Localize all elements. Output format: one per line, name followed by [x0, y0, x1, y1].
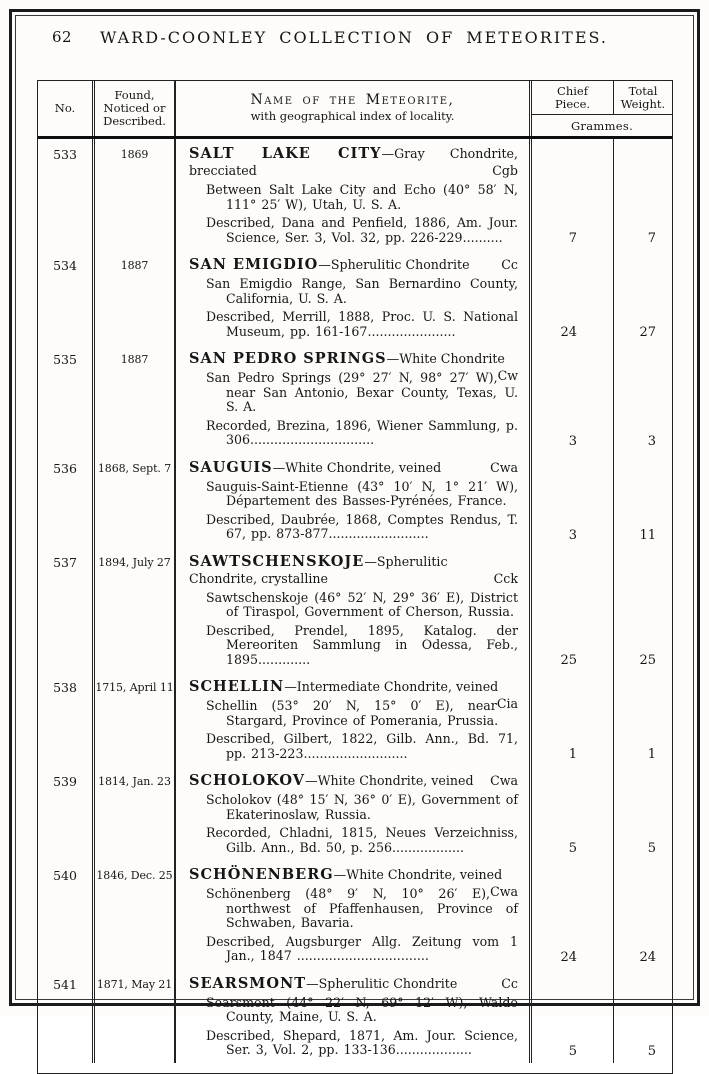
entry-details — [176, 250, 532, 344]
reference-paragraph: Described, Gilbert, 1822, Gilb. Ann., Bd. 71, pp. 213-223.......................... — [206, 731, 518, 761]
header-found-noticed: Found, Noticed or Described. — [95, 81, 176, 136]
entry-details — [176, 860, 532, 969]
classification-code: Cck — [493, 570, 518, 586]
entry-date-found: 1869 — [95, 139, 176, 250]
total-weight-value: 7 — [647, 231, 656, 246]
entry-date-found: 1894, July 27 — [95, 547, 176, 673]
meteorite-name: SAN PEDRO SPRINGS — [189, 350, 387, 367]
reference-paragraph: Recorded, Brezina, 1896, Wiener Sammlung, p. 306............................... — [206, 417, 518, 447]
entry-date-found: 1887 — [95, 344, 176, 453]
chief-piece-value: 7 — [532, 139, 614, 250]
entry-number: 533 — [38, 139, 95, 250]
locality-paragraph: Searsmont (44° 22′ N, 69° 12′ W), Waldo County, Maine, U. S. A. — [206, 994, 518, 1024]
meteorite-name-line — [189, 553, 518, 587]
book-title: WARD-COONLEY COLLECTION OF METEORITES. — [100, 28, 608, 47]
meteorite-name-line — [189, 350, 518, 383]
entry-date-found: 1868, Sept. 7 — [95, 453, 176, 547]
header-name-main: Name of the Meteorite, — [250, 92, 455, 108]
table-row — [38, 139, 672, 250]
locality-paragraph: Between Salt Lake City and Echo (40° 58′ N, 111° 25′ W), Utah, U. S. A. — [206, 182, 518, 212]
entry-date-found: 1715, April 11 — [95, 672, 176, 766]
meteorite-name: SCHÖNENBERG — [189, 866, 334, 883]
classification-code: Cwa — [490, 884, 518, 899]
meteorite-name: SCHELLIN — [189, 678, 285, 695]
reference-paragraph: Described, Prendel, 1895, Katalog. der Mereoriten Sammlung in Odessa, Feb., 1895............. — [206, 622, 518, 667]
locality-paragraph: Schellin (53° 20′ N, 15° 0′ E), near Stargard, Province of Pomerania, Prussia. — [206, 698, 499, 728]
chief-piece-value: 3 — [532, 344, 614, 453]
locality-paragraph: San Pedro Springs (29° 27′ N, 98° 27′ W), near San Antonio, Bexar County, Texas, U. S. A. — [206, 370, 518, 414]
table-row — [38, 250, 672, 344]
meteorite-description: —White Chondrite, veined — [333, 867, 503, 882]
total-weight-value: 5 — [647, 841, 656, 856]
reference-paragraph: Described, Daubrée, 1868, Comptes Rendus, T. 67, pp. 873-877......................... — [206, 511, 518, 541]
total-weight-value: 11 — [639, 527, 656, 543]
reference-paragraph: Recorded, Chladni, 1815, Neues Verzeichniss, Gilb. Ann., Bd. 50, p. 256.................. — [206, 825, 518, 855]
locality-paragraph: San Emigdio Range, San Bernardino County, California, U. S. A. — [206, 276, 518, 306]
total-weight-value: 1 — [647, 747, 656, 762]
classification-code: Cc — [501, 257, 518, 272]
meteorite-name: SALT LAKE CITY — [189, 145, 382, 162]
classification-code: Cwa — [490, 459, 518, 475]
meteorite-name-line — [189, 256, 518, 273]
chief-piece-value: 1 — [532, 672, 614, 766]
entry-details — [176, 547, 532, 673]
meteorite-description: —White Chondrite, veined — [305, 773, 474, 788]
reference-paragraph: Described, Dana and Penfield, 1886, Am. Jour. Science, Ser. 3, Vol. 32, pp. 226-229.......... — [206, 215, 518, 245]
header-name-sub: with geographical index of locality. — [250, 109, 455, 123]
running-head — [36, 20, 672, 60]
locality-paragraph: Sawtschenskoje (46° 52′ N, 29° 36′ E), District of Tiraspol, Government of Cherson, Russia. — [206, 589, 518, 619]
entry-number: 537 — [38, 547, 95, 673]
meteorite-description: —Spherulitic Chondrite, crystalline — [189, 553, 448, 586]
total-weight-value: 25 — [639, 653, 656, 668]
locality-paragraph: Sauguis-Saint-Etienne (43° 10′ N, 1° 21′ W), Département des Basses-Pyrénées, France. — [206, 478, 518, 508]
table-row — [38, 860, 672, 969]
chief-piece-value: 5 — [532, 969, 614, 1063]
chief-piece-value: 25 — [532, 547, 614, 673]
entry-date-found: 1871, May 21 — [95, 969, 176, 1063]
reference-paragraph: Described, Augsburger Allg. Zeitung vom 1 Jan., 1847 ................................. — [206, 933, 518, 963]
reference-paragraph: Described, Merrill, 1888, Proc. U. S. National Museum, pp. 161-167...................... — [206, 309, 518, 339]
table-header — [38, 81, 672, 139]
meteorite-name: SCHOLOKOV — [189, 772, 306, 789]
chief-piece-value: 24 — [532, 250, 614, 344]
meteorite-name-line — [189, 145, 518, 179]
meteorite-description: —Gray Chondrite, brecciated — [189, 146, 518, 178]
page-content — [36, 20, 672, 1059]
meteorite-description: —Intermediate Chondrite, veined — [284, 679, 499, 694]
locality-paragraph: Scholokov (48° 15′ N, 36° 0′ E), Government of Ekaterinoslaw, Russia. — [206, 792, 518, 822]
meteorite-description: —White Chondrite, veined — [272, 459, 442, 475]
meteorite-description: —Spherulitic Chondrite — [318, 257, 470, 272]
total-weight-value: 5 — [647, 1043, 656, 1059]
entry-number: 536 — [38, 453, 95, 547]
chief-piece-value: 24 — [532, 860, 614, 969]
meteorite-description: —White Chondrite — [386, 351, 505, 366]
classification-code: Cwa — [490, 773, 518, 788]
entry-details — [176, 453, 532, 547]
table-row — [38, 453, 672, 547]
header-name — [176, 81, 532, 136]
meteorite-name-line — [189, 975, 518, 992]
entry-number: 535 — [38, 344, 95, 453]
entry-date-found: 1846, Dec. 25 — [95, 860, 176, 969]
entry-number: 539 — [38, 766, 95, 860]
meteorite-name: SEARSMONT — [189, 974, 307, 992]
header-no: No. — [38, 81, 95, 136]
classification-code: Cc — [501, 975, 518, 991]
meteorite-name-line — [189, 866, 518, 899]
meteorite-description: —Spherulitic Chondrite — [306, 975, 458, 991]
table-body — [38, 139, 672, 1073]
meteorite-name-line — [189, 678, 518, 711]
classification-code: Cia — [496, 696, 518, 711]
reference-paragraph: Described, Shepard, 1871, Am. Jour. Science, Ser. 3, Vol. 2, pp. 133-136................... — [206, 1027, 518, 1057]
total-weight-value: 27 — [639, 325, 656, 340]
header-total-weight: Total Weight. — [620, 83, 666, 111]
header-grammes: Grammes. — [570, 118, 634, 133]
table-row — [38, 766, 672, 860]
classification-code: Cw — [497, 368, 518, 383]
chief-piece-value: 3 — [532, 453, 614, 547]
meteorite-name-line — [189, 772, 518, 789]
table-row — [38, 672, 672, 766]
entry-details — [176, 672, 532, 766]
entry-number: 534 — [38, 250, 95, 344]
entry-details — [176, 344, 532, 453]
entry-number: 538 — [38, 672, 95, 766]
entry-details — [176, 139, 532, 250]
locality-paragraph: Schönenberg (48° 9′ N, 10° 26′ E), northwest of Pfaffenhausen, Province of Schwaben, Bavaria. — [206, 886, 518, 930]
page-number: 62 — [52, 28, 73, 46]
entry-date-found: 1887 — [95, 250, 176, 344]
header-weights-group — [532, 81, 672, 136]
meteorite-name: SAWTSCHENSKOJE — [189, 552, 365, 570]
meteorite-name: SAUGUIS — [189, 458, 273, 476]
entry-details — [176, 766, 532, 860]
header-chief-piece: Chief Piece. — [532, 81, 614, 114]
chief-piece-value: 5 — [532, 766, 614, 860]
classification-code: Cgb — [492, 163, 518, 178]
total-weight-value: 3 — [647, 433, 656, 449]
entry-date-found: 1814, Jan. 23 — [95, 766, 176, 860]
meteorite-name: SAN EMIGDIO — [189, 256, 319, 273]
table-row — [38, 547, 672, 673]
table-row — [38, 344, 672, 453]
entry-number: 540 — [38, 860, 95, 969]
meteorite-table — [37, 80, 673, 1074]
entry-number: 541 — [38, 969, 95, 1063]
total-weight-value: 24 — [639, 949, 656, 965]
meteorite-name-line — [189, 459, 518, 476]
